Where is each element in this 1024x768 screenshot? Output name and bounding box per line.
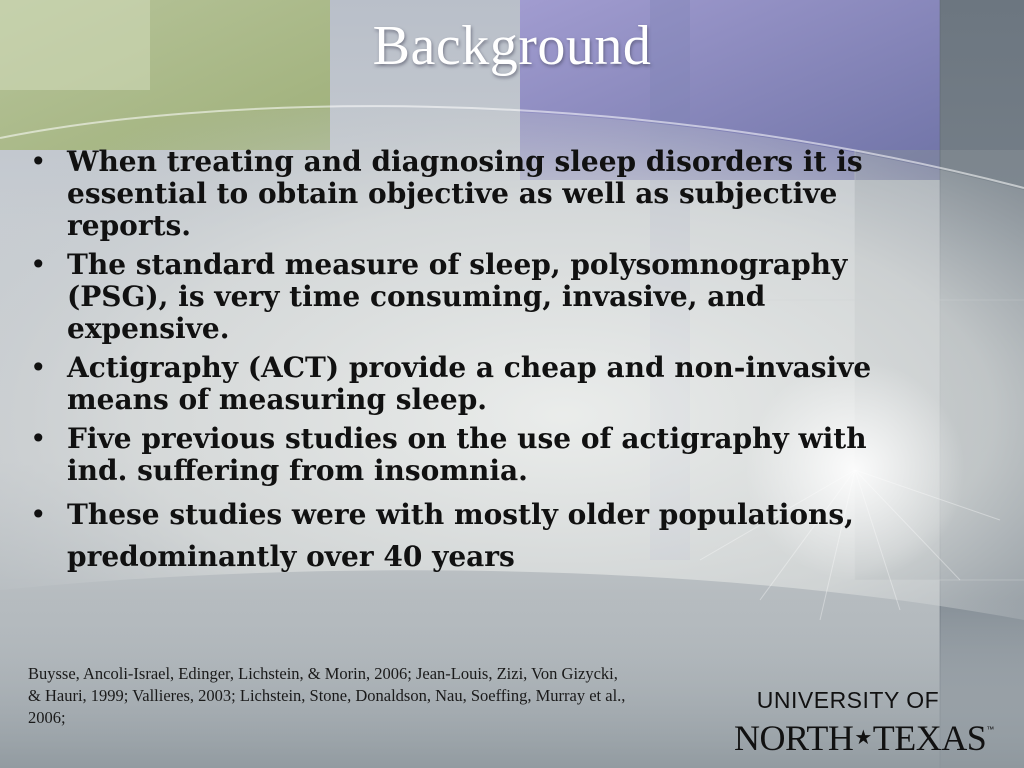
bullet-item — [30, 352, 890, 416]
bullet-text: The standard measure of sleep, polysomnography (PSG), is very time consuming, invasive, and expensive. — [67, 248, 848, 345]
bullet-dot: • — [30, 351, 47, 384]
logo-word-texas: TEXAS — [872, 718, 987, 758]
bullet-dot: • — [30, 498, 47, 531]
logo-word-north: NORTH — [734, 718, 854, 758]
bullet-text: Actigraphy (ACT) provide a cheap and non-invasive means of measuring sleep. — [67, 351, 872, 416]
unt-logo — [734, 688, 1009, 756]
bullet-item — [30, 494, 890, 578]
bullet-item — [30, 423, 890, 487]
bullet-list — [30, 146, 890, 585]
bullet-dot: • — [30, 248, 47, 281]
bullet-item — [30, 146, 890, 242]
bullet-text: Five previous studies on the use of actigraphy with ind. suffering from insomnia. — [67, 422, 867, 487]
bullet-dot: • — [30, 145, 47, 178]
bullet-text: These studies were with mostly older populations, predominantly over 40 years — [67, 498, 854, 573]
logo-university-of: UNIVERSITY OF — [756, 687, 940, 713]
bullet-item — [30, 249, 890, 345]
trademark-symbol: ™ — [986, 725, 994, 734]
citation-text: Buysse, Ancoli-Israel, Edinger, Lichstein, & Morin, 2006; Jean-Louis, Zizi, Von Gizycki, & Hauri, 1999; Vallieres, 2003; Lichstein, Stone, Donaldson, Nau, Soeffing, Murray et al., 2006; — [28, 664, 626, 727]
slide-title: Background — [372, 15, 652, 77]
star-icon: ★ — [854, 727, 872, 749]
logo-north-texas — [734, 712, 1009, 756]
bullet-text: When treating and diagnosing sleep disorders it is essential to obtain objective as well as subjective reports. — [67, 145, 863, 242]
bullet-dot: • — [30, 422, 47, 455]
